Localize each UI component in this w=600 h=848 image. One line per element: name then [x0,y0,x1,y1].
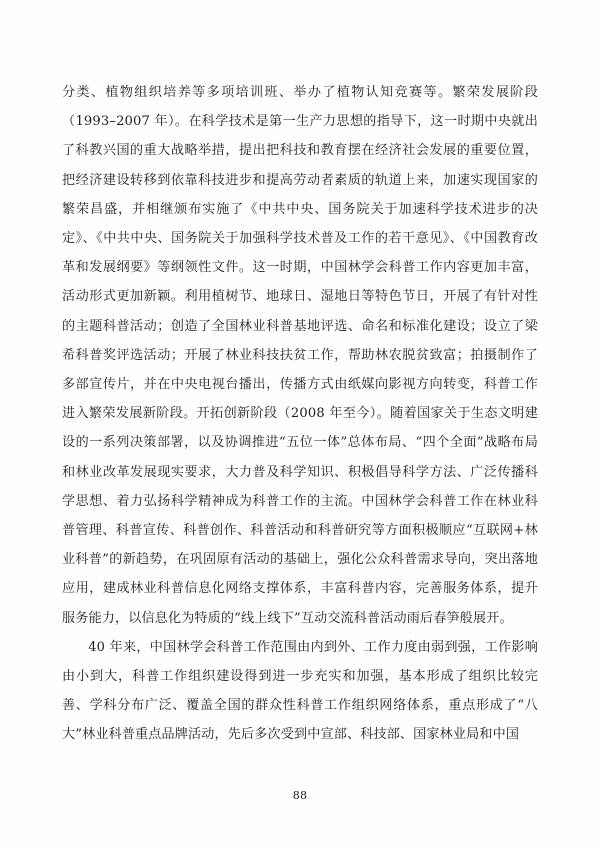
paragraph-2: 40 年来，中国林学会科普工作范围由内到外、工作力度由弱到强，工作影响由小到大，科普工作组织建设得到进一步充实和加强，基本形成了组织比较完善、学科分布广泛、覆盖全国的群众性科普工作组织网络体系，重点形成了“八大”林业科普重点品牌活动，先后多次受到中宣部、科技部、国家林业局和中国 [62,639,538,743]
page-number: 88 [292,789,308,802]
paragraph-1: 分类、植物组织培养等多项培训班、举办了植物认知竞赛等。繁荣发展阶段（1993–2007 年）。在科学技术是第一生产力思想的指导下，这一时期中央就出了科教兴国的重大战略举措，提出把科技和教育摆在经济社会发展的重要位置，把经济建设转移到依靠科技进步和提高劳动者素质的轨道上来，加速实现国家的繁荣昌盛，并相继颁布实施了《中共中央、国务院关于加速科学技术进步的决定》、《中共中央、国务院关于加强科学技术普及工作的若干意见》、《中国教育改革和发展纲要》等纲领性文件。这一时期，中国林学会科普工作内容更加丰富，活动形式更加新颖。利用植树节、地球日、湿地日等特色节日，开展了有针对性的主题科普活动；创造了全国林业科普基地评选、命名和标准化建设；设立了梁希科普奖评选活动；开展了林业科技扶贫工作，帮助林农脱贫致富；拍摄制作了多部宣传片，并在中央电视台播出，传播方式由纸媒向影视方向转变，科普工作进入繁荣发展新阶段。开拓创新阶段（2008 年至今）。随着国家关于生态文明建设的一系列决策部署，以及协调推进“五位一体”总体布局、“四个全面”战略布局和林业改革发展现实要求，大力普及科学知识、积极倡导科学方法、广泛传播科学思想、着力弘扬科学精神成为科普工作的主流。中国林学会科普工作在林业科普管理、科普宣传、科普创作、科普活动和科普研究等方面积极顺应“互联网+林业科普”的新趋势，在巩固原有活动的基础上，强化公众科普需求导向，突出落地应用，建成林业科普信息化网络支撑体系，丰富科普内容，完善服务体系，提升服务能力，以信息化为特质的“线上线下”互动交流科普活动雨后春笋般展开。 [62,85,538,626]
page-body [62,78,538,750]
